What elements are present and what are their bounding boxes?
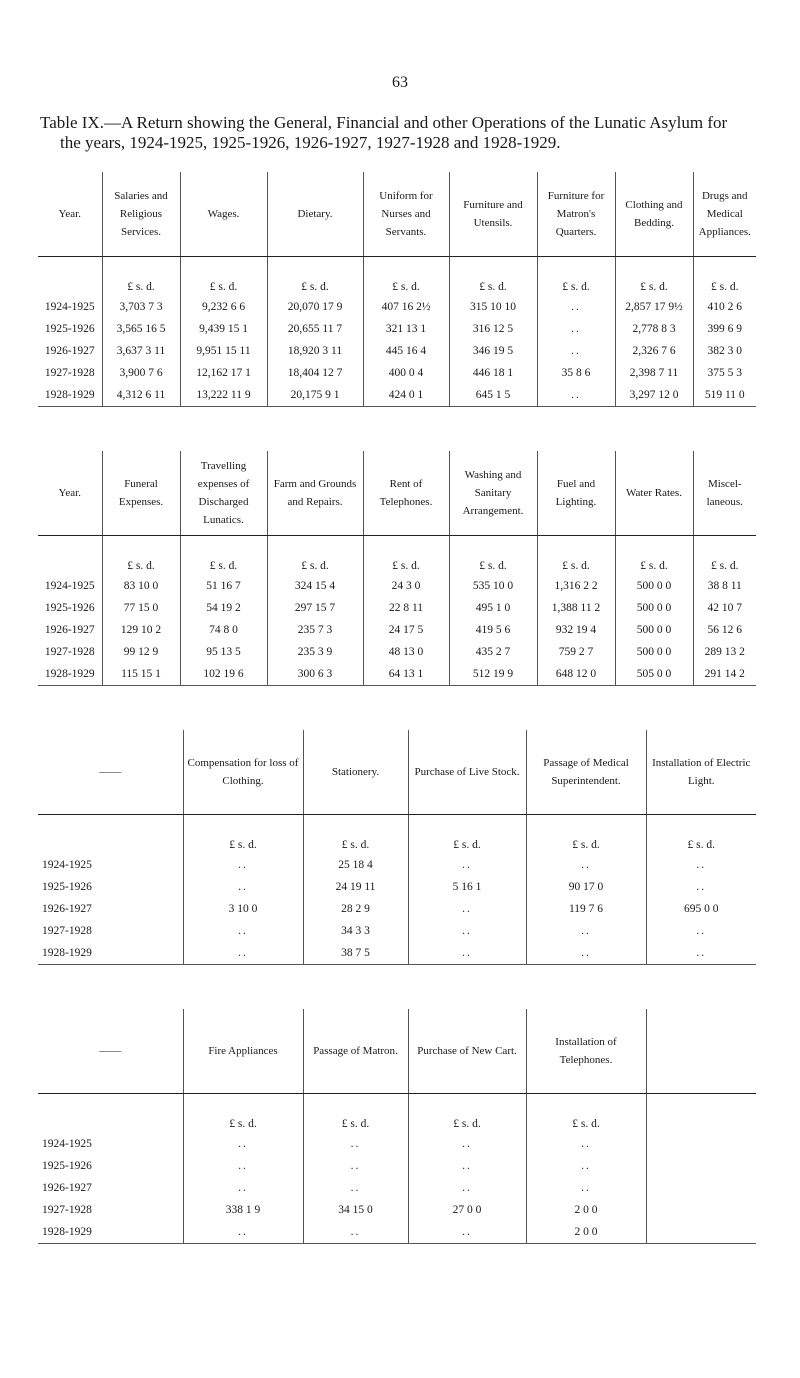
amount-cell: 645 1 5 — [449, 384, 537, 407]
unit-label: £ s. d. — [303, 814, 408, 854]
column-header: Installation of Telephones. — [526, 1009, 646, 1093]
header-row — [38, 451, 756, 535]
year-cell: 1928-1929 — [38, 384, 102, 407]
column-header: Clothing and Bedding. — [615, 172, 693, 256]
amount-cell — [646, 1199, 756, 1221]
year-cell: 1928-1929 — [38, 1221, 183, 1244]
amount-cell: 445 16 4 — [363, 340, 449, 362]
amount-cell: .. — [183, 1221, 303, 1244]
amount-cell: 519 11 0 — [693, 384, 756, 407]
amount-cell: .. — [408, 1221, 526, 1244]
amount-cell: 399 6 9 — [693, 318, 756, 340]
amount-cell: 235 3 9 — [267, 641, 363, 663]
header-row — [38, 172, 756, 256]
column-header: Salaries and Religious Services. — [102, 172, 180, 256]
units-row — [38, 814, 756, 854]
amount-cell: 400 0 4 — [363, 362, 449, 384]
amount-cell: 235 7 3 — [267, 619, 363, 641]
amount-cell: 1,316 2 2 — [537, 575, 615, 597]
units-row — [38, 1093, 756, 1133]
unit-label: £ s. d. — [615, 535, 693, 575]
amount-cell: 24 3 0 — [363, 575, 449, 597]
table-row — [38, 876, 756, 898]
amount-cell: 1,388 11 2 — [537, 597, 615, 619]
title-line-1: Table IX.—A Return showing the General, Financial and other Operations of the Lunatic Asylum for — [40, 113, 728, 132]
year-cell: 1926-1927 — [42, 902, 92, 915]
amount-cell: 27 0 0 — [408, 1199, 526, 1221]
column-header: Rent of Telephones. — [363, 451, 449, 535]
amount-cell: 20,175 9 1 — [267, 384, 363, 407]
unit-label: £ s. d. — [183, 814, 303, 854]
table-row — [38, 1221, 756, 1244]
year-cell: 1924-1925 — [42, 1137, 92, 1150]
amount-cell: .. — [537, 340, 615, 362]
unit-label: £ s. d. — [180, 535, 267, 575]
year-cell: 1927-1928 — [42, 1203, 92, 1216]
table-row — [38, 318, 756, 340]
amount-cell: .. — [646, 876, 756, 898]
year-cell: 1924-1925 — [44, 579, 95, 592]
amount-cell: 20,070 17 9 — [267, 296, 363, 318]
amount-cell: .. — [646, 942, 756, 965]
amount-cell: .. — [537, 384, 615, 407]
amount-cell: 505 0 0 — [615, 663, 693, 686]
header-row — [38, 1009, 756, 1093]
unit-label: £ s. d. — [408, 1093, 526, 1133]
unit-spacer — [38, 535, 102, 575]
amount-cell: 99 12 9 — [102, 641, 180, 663]
amount-cell: 648 12 0 — [537, 663, 615, 686]
amount-cell: 512 19 9 — [449, 663, 537, 686]
amount-cell: 446 18 1 — [449, 362, 537, 384]
amount-cell: 3,297 12 0 — [615, 384, 693, 407]
amount-cell: 34 15 0 — [303, 1199, 408, 1221]
column-header: Washing and Sanitary Arrangement. — [449, 451, 537, 535]
column-header: Year. — [38, 451, 102, 535]
amount-cell: 74 8 0 — [180, 619, 267, 641]
table-row — [38, 641, 756, 663]
unit-spacer — [38, 1093, 183, 1133]
year-cell: 1927-1928 — [44, 645, 95, 658]
amount-cell: 2 0 0 — [526, 1221, 646, 1244]
amount-cell: 535 10 0 — [449, 575, 537, 597]
amount-cell: 38 7 5 — [303, 942, 408, 965]
unit-label: £ s. d. — [180, 256, 267, 296]
table-row — [38, 1177, 756, 1199]
column-header: Wages. — [180, 172, 267, 256]
amount-cell: .. — [537, 318, 615, 340]
amount-cell: 291 14 2 — [693, 663, 756, 686]
amount-cell: .. — [408, 1155, 526, 1177]
unit-label: £ s. d. — [449, 256, 537, 296]
unit-label: £ s. d. — [526, 1093, 646, 1133]
column-header: Fuel and Lighting. — [537, 451, 615, 535]
amount-cell: 2,398 7 11 — [615, 362, 693, 384]
amount-cell: 18,920 3 11 — [267, 340, 363, 362]
table-row — [38, 920, 756, 942]
amount-cell: 119 7 6 — [526, 898, 646, 920]
amount-cell: 4,312 6 11 — [102, 384, 180, 407]
unit-label: £ s. d. — [646, 814, 756, 854]
amount-cell: 2,857 17 9½ — [615, 296, 693, 318]
table-row — [38, 362, 756, 384]
column-header: Miscel- laneous. — [693, 451, 756, 535]
amount-cell: .. — [646, 854, 756, 876]
amount-cell: 500 0 0 — [615, 619, 693, 641]
amount-cell: .. — [408, 920, 526, 942]
amount-cell: .. — [526, 942, 646, 965]
year-cell: 1926-1927 — [44, 623, 95, 636]
unit-label: £ s. d. — [615, 256, 693, 296]
year-cell: 1925-1926 — [42, 880, 92, 893]
amount-cell: 25 18 4 — [303, 854, 408, 876]
amount-cell: .. — [303, 1155, 408, 1177]
amount-cell: .. — [526, 1177, 646, 1199]
amount-cell: .. — [526, 920, 646, 942]
column-header: Drugs and Medical Appliances. — [693, 172, 756, 256]
column-header: Year. — [38, 172, 102, 256]
amount-cell: .. — [526, 1155, 646, 1177]
unit-spacer — [646, 1093, 756, 1133]
amount-cell: 500 0 0 — [615, 575, 693, 597]
column-header: Purchase of New Cart. — [408, 1009, 526, 1093]
amount-cell: 9,439 15 1 — [180, 318, 267, 340]
amount-cell: 407 16 2½ — [363, 296, 449, 318]
amount-cell: 42 10 7 — [693, 597, 756, 619]
amount-cell: 300 6 3 — [267, 663, 363, 686]
amount-cell: 56 12 6 — [693, 619, 756, 641]
column-header: Passage of Medical Superintendent. — [526, 730, 646, 814]
amount-cell: .. — [303, 1177, 408, 1199]
table-row — [38, 942, 756, 965]
unit-label: £ s. d. — [693, 535, 756, 575]
unit-label: £ s. d. — [537, 535, 615, 575]
amount-cell: .. — [408, 942, 526, 965]
year-cell: 1925-1926 — [42, 1159, 92, 1172]
year-cell: 1927-1928 — [42, 924, 92, 937]
column-header: Passage of Matron. — [303, 1009, 408, 1093]
amount-cell: 2 0 0 — [526, 1199, 646, 1221]
column-header — [646, 1009, 756, 1093]
unit-label: £ s. d. — [693, 256, 756, 296]
unit-label: £ s. d. — [303, 1093, 408, 1133]
column-header: Installation of Electric Light. — [646, 730, 756, 814]
amount-cell: 35 8 6 — [537, 362, 615, 384]
amount-cell: 324 15 4 — [267, 575, 363, 597]
amount-cell: 9,951 15 11 — [180, 340, 267, 362]
amount-cell: 338 1 9 — [183, 1199, 303, 1221]
unit-label: £ s. d. — [449, 535, 537, 575]
unit-label: £ s. d. — [183, 1093, 303, 1133]
amount-cell: .. — [183, 1177, 303, 1199]
table-row — [38, 1155, 756, 1177]
amount-cell: 24 17 5 — [363, 619, 449, 641]
amount-cell: 759 2 7 — [537, 641, 615, 663]
column-header: —— — [38, 1009, 183, 1093]
amount-cell: .. — [526, 854, 646, 876]
amount-cell: 18,404 12 7 — [267, 362, 363, 384]
amount-cell: .. — [183, 1155, 303, 1177]
page-number: 63 — [392, 74, 408, 91]
amount-cell: .. — [526, 1133, 646, 1155]
table-row — [38, 575, 756, 597]
amount-cell: .. — [646, 920, 756, 942]
year-cell: 1925-1926 — [44, 322, 95, 335]
unit-label: £ s. d. — [363, 535, 449, 575]
amount-cell: 2,778 8 3 — [615, 318, 693, 340]
unit-label: £ s. d. — [267, 535, 363, 575]
amount-cell: 129 10 2 — [102, 619, 180, 641]
amount-cell — [646, 1133, 756, 1155]
amount-cell: .. — [408, 854, 526, 876]
table-row — [38, 854, 756, 876]
amount-cell: .. — [183, 854, 303, 876]
column-header: Farm and Grounds and Repairs. — [267, 451, 363, 535]
year-cell: 1926-1927 — [42, 1181, 92, 1194]
table-row — [38, 1199, 756, 1221]
amount-cell: .. — [537, 296, 615, 318]
column-header: Fire Appliances — [183, 1009, 303, 1093]
amount-cell: 13,222 11 9 — [180, 384, 267, 407]
column-header: Purchase of Live Stock. — [408, 730, 526, 814]
amount-cell: 22 8 11 — [363, 597, 449, 619]
year-cell: 1924-1925 — [42, 858, 92, 871]
amount-cell: 932 19 4 — [537, 619, 615, 641]
unit-spacer — [38, 256, 102, 296]
year-cell: 1925-1926 — [44, 601, 95, 614]
amount-cell: .. — [183, 920, 303, 942]
table-row — [38, 1133, 756, 1155]
table-row — [38, 340, 756, 362]
amount-cell: .. — [183, 942, 303, 965]
amount-cell: 5 16 1 — [408, 876, 526, 898]
column-header: Stationery. — [303, 730, 408, 814]
amount-cell: .. — [408, 1133, 526, 1155]
year-cell: 1928-1929 — [38, 942, 183, 965]
amount-cell: 115 15 1 — [102, 663, 180, 686]
amount-cell: 54 19 2 — [180, 597, 267, 619]
amount-cell: 435 2 7 — [449, 641, 537, 663]
amount-cell: 3 10 0 — [183, 898, 303, 920]
unit-label: £ s. d. — [363, 256, 449, 296]
amount-cell: 12,162 17 1 — [180, 362, 267, 384]
amount-cell: 375 5 3 — [693, 362, 756, 384]
amount-cell: 20,655 11 7 — [267, 318, 363, 340]
year-cell: 1927-1928 — [44, 366, 95, 379]
unit-label: £ s. d. — [267, 256, 363, 296]
amount-cell: .. — [183, 1133, 303, 1155]
unit-label: £ s. d. — [102, 256, 180, 296]
amount-cell: 2,326 7 6 — [615, 340, 693, 362]
column-header: Uniform for Nurses and Servants. — [363, 172, 449, 256]
unit-spacer — [38, 814, 183, 854]
amount-cell: 419 5 6 — [449, 619, 537, 641]
column-header: Furniture for Matron's Quarters. — [537, 172, 615, 256]
amount-cell — [646, 1155, 756, 1177]
unit-label: £ s. d. — [102, 535, 180, 575]
column-header: Furniture and Utensils. — [449, 172, 537, 256]
section-3-table — [38, 730, 756, 965]
amount-cell: 3,565 16 5 — [102, 318, 180, 340]
amount-cell: 48 13 0 — [363, 641, 449, 663]
table-row — [38, 296, 756, 318]
header-row — [38, 730, 756, 814]
section-2-table — [38, 451, 756, 686]
column-header: Funeral Expenses. — [102, 451, 180, 535]
column-header: Water Rates. — [615, 451, 693, 535]
amount-cell: 9,232 6 6 — [180, 296, 267, 318]
amount-cell: 38 8 11 — [693, 575, 756, 597]
year-cell: 1928-1929 — [38, 663, 102, 686]
column-header: —— — [38, 730, 183, 814]
amount-cell: 90 17 0 — [526, 876, 646, 898]
amount-cell — [646, 1221, 756, 1244]
section-4-table — [38, 1009, 756, 1244]
amount-cell: 500 0 0 — [615, 597, 693, 619]
amount-cell — [646, 1177, 756, 1199]
amount-cell: 315 10 10 — [449, 296, 537, 318]
column-header: Dietary. — [267, 172, 363, 256]
table-row — [38, 663, 756, 686]
amount-cell: 24 19 11 — [303, 876, 408, 898]
table-row — [38, 597, 756, 619]
amount-cell: 3,703 7 3 — [102, 296, 180, 318]
column-header: Travelling expenses of Discharged Lunatics. — [180, 451, 267, 535]
amount-cell: 500 0 0 — [615, 641, 693, 663]
table-title — [40, 113, 770, 153]
amount-cell: 3,900 7 6 — [102, 362, 180, 384]
amount-cell: .. — [303, 1133, 408, 1155]
amount-cell: 51 16 7 — [180, 575, 267, 597]
amount-cell: 102 19 6 — [180, 663, 267, 686]
amount-cell: 382 3 0 — [693, 340, 756, 362]
unit-label: £ s. d. — [537, 256, 615, 296]
amount-cell: 316 12 5 — [449, 318, 537, 340]
amount-cell: 297 15 7 — [267, 597, 363, 619]
column-header: Compensation for loss of Clothing. — [183, 730, 303, 814]
amount-cell: 289 13 2 — [693, 641, 756, 663]
amount-cell: 346 19 5 — [449, 340, 537, 362]
amount-cell: 321 13 1 — [363, 318, 449, 340]
amount-cell: 28 2 9 — [303, 898, 408, 920]
amount-cell: .. — [408, 898, 526, 920]
amount-cell: 3,637 3 11 — [102, 340, 180, 362]
amount-cell: 64 13 1 — [363, 663, 449, 686]
amount-cell: 34 3 3 — [303, 920, 408, 942]
table-row — [38, 619, 756, 641]
unit-label: £ s. d. — [408, 814, 526, 854]
amount-cell: .. — [303, 1221, 408, 1244]
amount-cell: 424 0 1 — [363, 384, 449, 407]
table-row — [38, 384, 756, 407]
units-row — [38, 535, 756, 575]
amount-cell: 83 10 0 — [102, 575, 180, 597]
title-line-2: the years, 1924-1925, 1925-1926, 1926-1927, 1927-1928 and 1928-1929. — [60, 133, 561, 152]
amount-cell: 95 13 5 — [180, 641, 267, 663]
amount-cell: .. — [183, 876, 303, 898]
year-cell: 1926-1927 — [44, 344, 95, 357]
units-row — [38, 256, 756, 296]
amount-cell: 77 15 0 — [102, 597, 180, 619]
year-cell: 1924-1925 — [44, 300, 95, 313]
amount-cell: 495 1 0 — [449, 597, 537, 619]
amount-cell: 410 2 6 — [693, 296, 756, 318]
unit-label: £ s. d. — [526, 814, 646, 854]
table-row — [38, 898, 756, 920]
amount-cell: .. — [408, 1177, 526, 1199]
amount-cell: 695 0 0 — [646, 898, 756, 920]
section-1-table — [38, 172, 756, 407]
